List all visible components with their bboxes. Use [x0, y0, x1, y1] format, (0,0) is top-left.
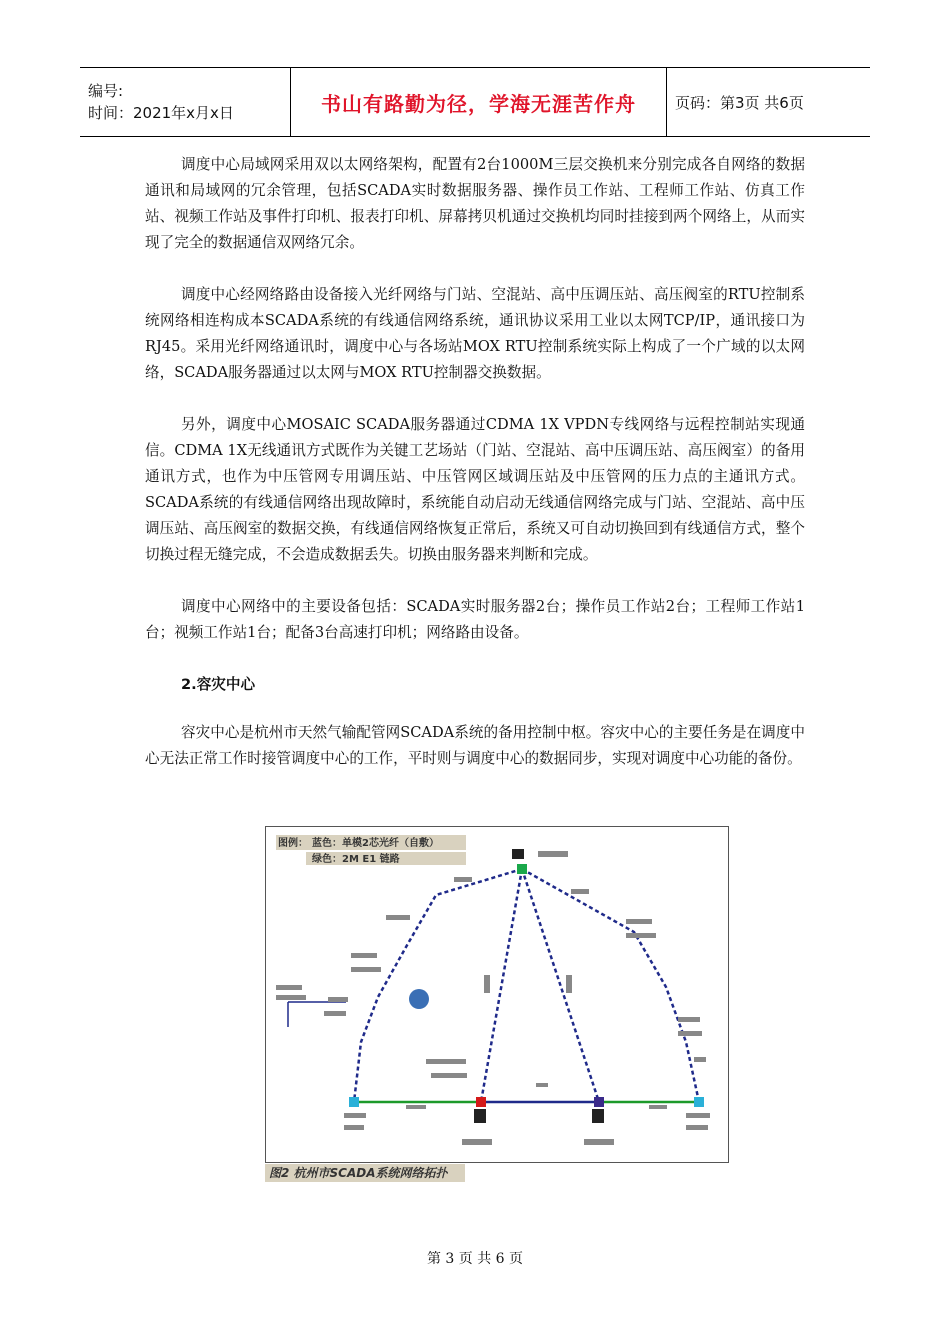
label-blur — [351, 953, 377, 958]
label-blur — [536, 1083, 548, 1087]
label-blur — [431, 1073, 467, 1078]
topology-nodes — [349, 864, 704, 1107]
label-blur — [626, 919, 652, 924]
paragraph: 容灾中心是杭州市天然气输配管网SCADA系统的备用控制中枢。容灾中心的主要任务是在调度中心无法正常工作时接管调度中心的工作，平时则与调度中心的数据同步，实现对调度中心功能的备份。 — [145, 724, 805, 767]
label-blur — [626, 933, 656, 938]
label-blur — [484, 975, 490, 993]
mid-node — [594, 1097, 604, 1107]
label-blur — [328, 997, 348, 1002]
label-blur — [584, 1139, 614, 1145]
paragraph: 调度中心经网络路由设备接入光纤网络与门站、空混站、高中压调压站、高压阀室的RTU控制系统网络相连构成本SCADA系统的有线通信网络系统，通讯协议采用工业以太网TCP/IP，通讯接口为RJ45。采用光纤网络通讯时，调度中心与各场站MOX RTU控制系统实际上构成了一个广域的以太网络，SCADA服务器通过以太网与MOX RTU控制器交换数据。 — [145, 286, 805, 381]
paragraph: 调度中心局域网采用双以太网络架构，配置有2台1000M三层交换机来分别完成各自网络的数据通讯和局域网的冗余管理，包括SCADA实时数据服务器、操作员工作站、工程师工作站、仿真工作站、视频工作站及事件打印机、报表打印机、屏幕拷贝机通过交换机均同时挂接到两个网络上，从而实现了完全的数据通信双网络冗余。 — [145, 156, 805, 251]
label-blur — [454, 877, 472, 882]
paragraph: 另外，调度中心MOSAIC SCADA服务器通过CDMA 1X VPDN专线网络与远程控制站实现通信。CDMA 1X无线通讯方式既作为关键工艺场站（门站、空混站、高中压调压站、高压阀室）的备用通讯方式，也作为中压管网专用调压站、中压管网区域调压站及中压管网的压力点的主通讯方式。SCADA系统的有线通信网络出现故障时，系统能自动启动无线通信网络完成与门站、空混站、高中压调压站、高压阀室的数据交换，有线通信网络恢复正常后，系统又可自动切换回到有线通信方式，整个切换过程无缝完成，不会造成数据丢失。切换由服务器来判断和完成。 — [145, 416, 805, 563]
station-icon — [592, 1109, 604, 1123]
header-page-info: 页码：第3页 共6页 — [675, 93, 804, 112]
label-blur — [406, 1105, 426, 1109]
label-blur — [571, 889, 589, 894]
right-edge-node — [694, 1097, 704, 1107]
top-node — [517, 864, 527, 874]
page-footer: 第 3 页 共 6 页 — [426, 1251, 524, 1267]
legend-title: 图例： — [278, 838, 308, 849]
globe-icon — [409, 989, 429, 1009]
left-edge-node — [349, 1097, 359, 1107]
label-blur — [566, 975, 572, 993]
section-heading: 2.容灾中心 — [181, 676, 256, 693]
fiber-link-center-right — [522, 869, 599, 1102]
paragraph: 调度中心网络中的主要设备包括：SCADA实时服务器2台；操作员工作站2台；工程师工作站1台；视频工作站1台；配备3台高速打印机；网络路由设备。 — [145, 598, 805, 641]
label-blur — [678, 1031, 702, 1036]
label-blur — [276, 995, 306, 1000]
document-number-label: 编号: — [88, 82, 124, 100]
figure-frame — [265, 826, 729, 1163]
station-icons — [288, 849, 604, 1123]
document-body — [145, 152, 805, 798]
legend-green-label: 绿色：2M E1 链路 — [312, 854, 400, 865]
label-blur — [344, 1125, 364, 1130]
topology-diagram — [266, 827, 728, 1162]
label-blur — [649, 1105, 667, 1109]
label-blur — [686, 1113, 710, 1118]
header-left-cell — [80, 68, 291, 136]
label-blur — [344, 1113, 366, 1118]
header-page-cell — [667, 68, 870, 136]
label-blur — [276, 985, 302, 990]
label-blur — [694, 1057, 706, 1062]
label-blur — [678, 1017, 700, 1022]
label-blur — [386, 915, 410, 920]
page-header — [80, 67, 870, 137]
label-blur — [426, 1059, 466, 1064]
label-blur — [324, 1011, 346, 1016]
label-blur — [462, 1139, 492, 1145]
figure-caption: 图2 杭州市SCADA系统网络拓扑 — [265, 1164, 465, 1182]
station-icon — [474, 1109, 486, 1123]
center-node — [476, 1097, 486, 1107]
station-icon — [512, 849, 524, 859]
network-topology-figure — [265, 826, 729, 1183]
fiber-links — [354, 869, 699, 1102]
document-date: 时间：2021年x月x日 — [88, 104, 234, 122]
fiber-link-right — [522, 869, 699, 1102]
label-blur — [351, 967, 381, 972]
label-blur — [538, 851, 568, 857]
header-motto: 书山有路勤为径，学海无涯苦作舟 — [321, 91, 636, 116]
legend-blue-label: 蓝色：单模2芯光纤（自敷） — [312, 838, 439, 849]
header-motto-cell — [291, 68, 667, 136]
fiber-link-left — [354, 869, 522, 1102]
label-blur — [686, 1125, 708, 1130]
